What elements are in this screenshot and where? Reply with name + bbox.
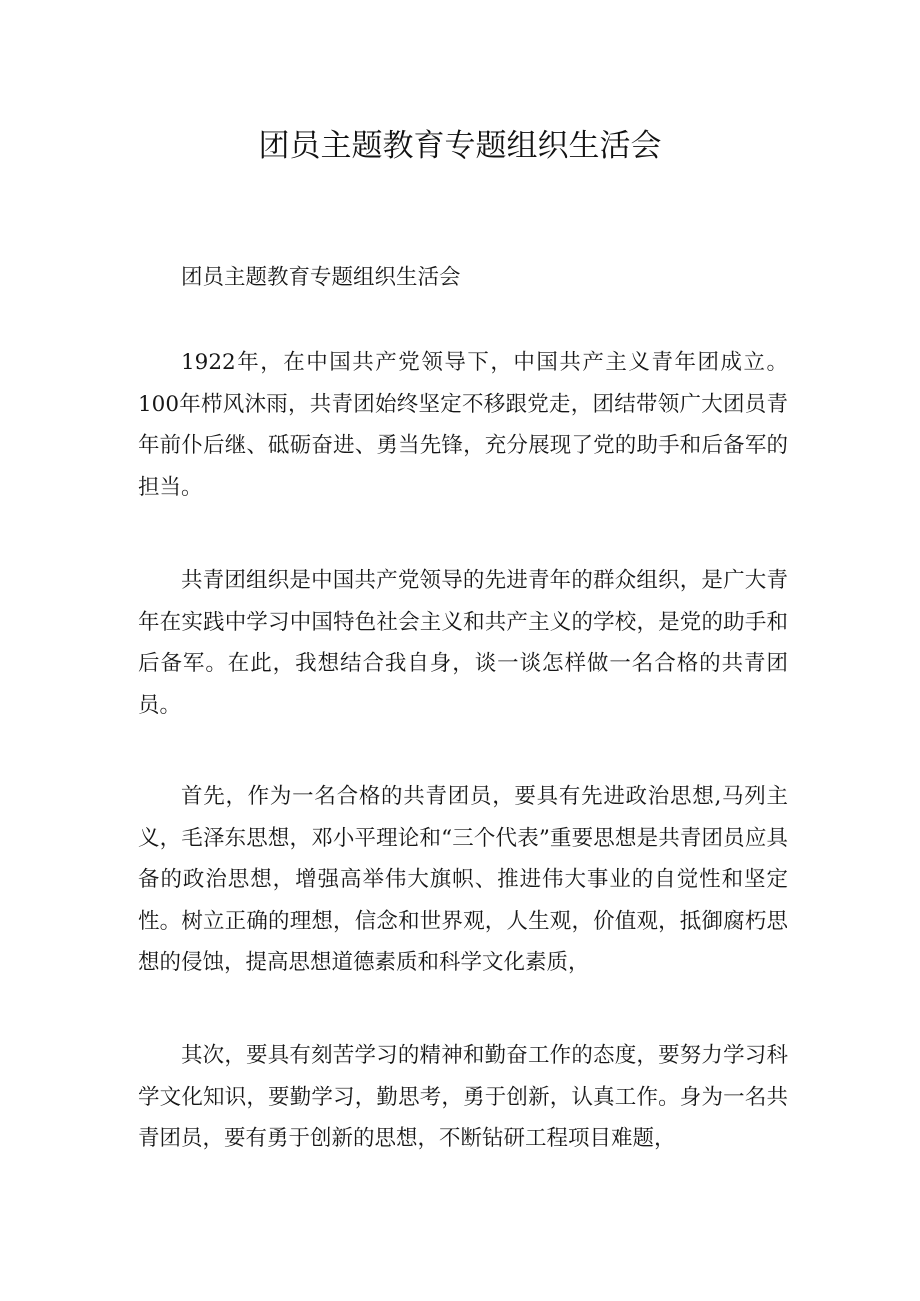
paragraph-subtitle: 团员主题教育专题组织生活会 bbox=[181, 265, 461, 290]
document-title: 团员主题教育专题组织生活会 bbox=[258, 128, 662, 164]
paragraph-history: 1922年，在中国共产党领导下，中国共产主义青年团成立。100年栉风沐雨，共青团始终坚定不移跟党走，团结带领广大团员青年前仆后继、砥砺奋进、勇当先锋，充分展现了党的助手和后备军的担当。 bbox=[138, 350, 788, 500]
paragraph-first-point: 首先，作为一名合格的共青团员，要具有先进政治思想,马列主义，毛泽东思想，邓小平理论和“三个代表”重要思想是共青团员应具备的政治思想，增强高举伟大旗帜、推进伟大事业的自觉性和坚定性。树立正确的理想，信念和世界观，人生观，价值观，抵御腐朽思想的侵蚀，提高思想道德素质和科学文化素质， bbox=[138, 784, 788, 975]
paragraph-organization: 共青团组织是中国共产党领导的先进青年的群众组织，是广大青年在实践中学习中国特色社会主义和共产主义的学校，是党的助手和后备军。在此，我想结合我自身，谈一谈怎样做一名合格的共青团员。 bbox=[138, 568, 788, 718]
paragraph-second-point: 其次，要具有刻苦学习的精神和勤奋工作的态度，要努力学习科学文化知识，要勤学习，勤思考，勇于创新，认真工作。身为一名共青团员，要有勇于创新的思想，不断钻研工程项目难题， bbox=[138, 1043, 788, 1151]
